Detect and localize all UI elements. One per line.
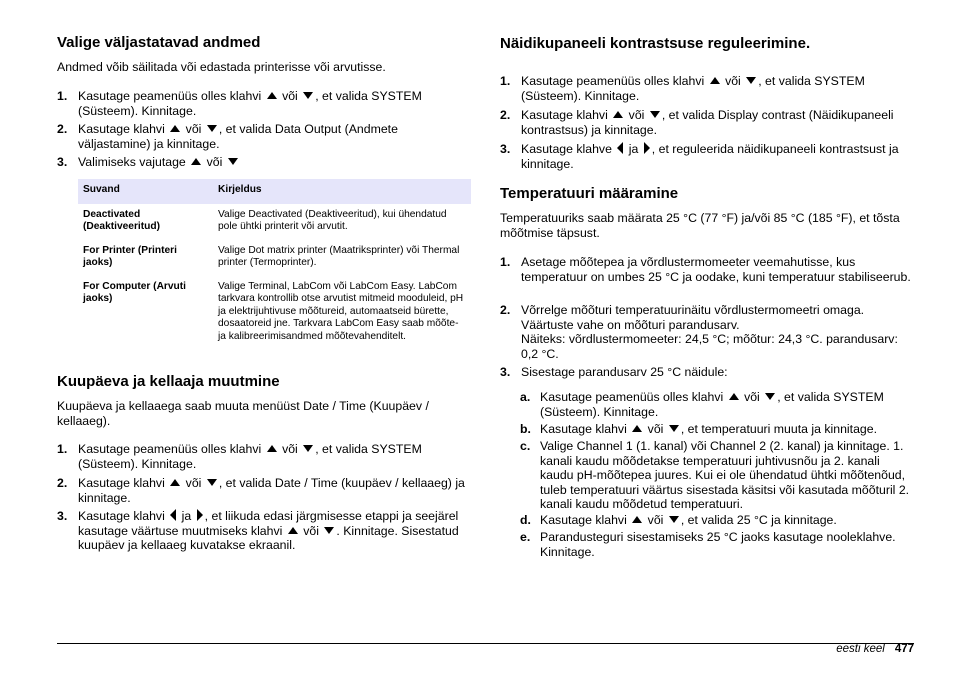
section-title-output: Valige väljastatavad andmed [57, 34, 261, 51]
step-text: , et valida SYSTEM (Süsteem). Kinnitage. [521, 74, 865, 103]
step-text: , et valida SYSTEM (Süsteem). Kinnitage. [78, 442, 422, 471]
arrow-down-icon [746, 77, 756, 84]
table-cell-key: For Printer (Printeri jaoks) [83, 244, 177, 268]
step-number: 3. [500, 142, 511, 156]
substep-letter: b. [520, 422, 531, 436]
step-text: Kasutage klahvi [540, 513, 627, 527]
step-text: Valige Channel 1 (1. kanal) või Channel 2 (2. kanal) ja kinnitage. 1. kanali kaudu mõõdetakse temperatuuri juhtivusnõu ja 2. kanali kaudu pH-mõõtepea juures. Kui ei ole ühendatud ühtki mõõtenõud, tuleb temperatuuri väärtus sisestada käsitsi või kasutada mõõturil 2. kanali kaudu mõõdetud temperatuuri. [540, 439, 910, 512]
step-text: , et valida Date / Time (kuupäev / kellaaeg) ja kinnitage. [78, 476, 465, 505]
substep-letter: e. [520, 530, 531, 544]
step-number: 3. [57, 155, 68, 169]
step-text: või [647, 422, 664, 436]
substep-letter: c. [520, 439, 531, 453]
step-text: või [185, 122, 202, 136]
section-title-temperature: Temperatuuri määramine [500, 185, 679, 202]
table-header: Kirjeldus [213, 179, 471, 204]
arrow-up-icon [288, 527, 298, 534]
step-text: , et valida SYSTEM (Süsteem). Kinnitage. [540, 390, 884, 419]
arrow-right-icon [644, 142, 650, 154]
step-number: 2. [500, 303, 511, 317]
arrow-down-icon [669, 425, 679, 432]
section-intro: Temperatuuriks saab määrata 25 °C (77 °F) ja/või 85 °C (185 °F), et tõsta mõõtmise täpsust. [500, 211, 900, 240]
table-cell-key: Deactivated (Deaktiveeritud) [83, 208, 160, 232]
step-number: 1. [57, 442, 68, 456]
table-cell-value: Valige Terminal, LabCom või LabCom Easy. LabCom tarkvara kontrollib otse arvutist mitmeid mooduleid, pH ja elektrijuhtivuse mõõtureid, automaatseid bürette, dosaatoreid jne. Tarkvara LabCom Easy saab mõõte- ja kalibreerimisandmed mõõtevahenditelt. [218, 280, 464, 342]
table-header: Suvand [78, 179, 213, 204]
step-text: või [647, 513, 664, 527]
step-text: , et temperatuuri muuta ja kinnitage. [680, 422, 878, 436]
step-text: Valimiseks vajutage [78, 155, 186, 169]
page-footer [836, 643, 914, 655]
step-text: või [744, 390, 760, 404]
step-text: , et valida Display contrast (Näidikupaneeli kontrastsus) ja kinnitage. [521, 108, 894, 137]
step-text: , et valida 25 °C ja kinnitage. [680, 513, 837, 527]
step-text: või [282, 89, 298, 103]
step-text: ja [628, 142, 639, 156]
right-column [500, 0, 914, 600]
arrow-left-icon [617, 142, 623, 154]
step-number: 3. [57, 509, 68, 523]
table-cell-value: Valige Dot matrix printer (Maatriksprinter) või Thermal printer (Termoprinter). [218, 244, 460, 268]
step-text: Kasutage klahve [521, 142, 612, 156]
arrow-down-icon [303, 445, 313, 452]
substep-letter: d. [520, 513, 531, 527]
step-text: Sisestage parandusarv 25 °C näidule: [521, 365, 728, 379]
step-text: Parandusteguri sisestamiseks 25 °C jaoks kasutage nooleklahve. Kinnitage. [540, 530, 896, 559]
arrow-right-icon [197, 509, 203, 521]
page-number: 477 [894, 643, 914, 655]
step-number: 1. [500, 74, 511, 88]
step-text: . Kinnitage. Sisestatud kuupäev ja kellaaeg kuvatakse ekraanil. [78, 523, 459, 553]
step-text-example: Näiteks: võrdlustermomeeter: 24,5 °C; mõõtur: 24,3 °C. parandusarv: 0,2 °C. [521, 332, 898, 361]
step-number: 2. [500, 108, 511, 122]
step-text: või [185, 476, 202, 490]
arrow-down-icon [207, 479, 217, 486]
step-text: Kasutage klahvi [78, 509, 165, 523]
section-title-datetime: Kuupäeva ja kellaaja muutmine [57, 373, 280, 390]
arrow-up-icon [267, 445, 277, 452]
footer-language: eesti keel [836, 643, 885, 655]
table-cell-value: Valige Deactivated (Deaktiveeritud), kui ühendatud pole ühtki printerit või arvutit. [218, 208, 447, 232]
step-text: Kasutage peamenüüs olles klahvi [78, 89, 262, 103]
step-text: Asetage mõõtepea ja võrdlustermomeeter veemahutisse, kus temperatuur on umbes 25 °C ja oodake, kuni temperatuur stabiliseerub. [521, 255, 911, 284]
step-text: Võrrelge mõõturi temperatuurinäitu võrdlustermomeetri omaga. Väärtuste vahe on mõõturi parandusarv. [521, 303, 865, 332]
step-text: , et reguleerida näidikupaneeli kontrastsust ja kinnitage. [521, 142, 899, 171]
step-text: Kasutage klahvi [521, 108, 608, 122]
step-number: 3. [500, 365, 511, 379]
step-text: või [206, 155, 223, 169]
arrow-down-icon [650, 111, 660, 118]
arrow-down-icon [324, 527, 334, 534]
step-text: või [628, 108, 645, 122]
step-text: , et valida Data Output (Andmete väljastamine) ja kinnitage. [78, 122, 398, 151]
section-intro: Andmed võib säilitada või edastada printerisse või arvutisse. [57, 60, 386, 74]
step-number: 2. [57, 476, 68, 490]
step-number: 2. [57, 122, 68, 136]
step-text: või [725, 74, 741, 88]
step-text: Kasutage peamenüüs olles klahvi [78, 442, 262, 456]
step-text: Kasutage klahvi [540, 422, 627, 436]
arrow-up-icon [710, 77, 720, 84]
table-cell-key: For Computer (Arvuti jaoks) [83, 280, 187, 304]
step-number: 1. [57, 89, 68, 103]
step-text: Kasutage klahvi [78, 476, 165, 490]
arrow-down-icon [669, 516, 679, 523]
arrow-up-icon [729, 393, 739, 400]
step-number: 1. [500, 255, 511, 269]
step-text: , et liikuda edasi järgmisesse etappi ja seejärel kasutage väärtuse muutmiseks klahvi [78, 509, 459, 538]
step-text: Kasutage peamenüüs olles klahvi [540, 390, 724, 404]
left-column-lower [57, 0, 471, 600]
arrow-left-icon [170, 509, 176, 521]
substep-letter: a. [520, 390, 531, 404]
section-title-contrast: Näidikupaneeli kontrastsuse reguleerimine. [500, 35, 811, 52]
step-text: või [282, 442, 298, 456]
step-text: , et valida SYSTEM (Süsteem). Kinnitage. [78, 89, 422, 118]
section-intro: Kuupäeva ja kellaaega saab muuta menüüst Date / Time (Kuupäev / kellaaeg). [57, 399, 429, 428]
step-text: või [303, 523, 319, 538]
arrow-up-icon [632, 516, 642, 523]
arrow-down-icon [765, 393, 775, 400]
step-text: Kasutage klahvi [78, 122, 165, 136]
arrow-up-icon [170, 479, 180, 486]
step-text: ja [181, 509, 192, 523]
footer-divider [57, 643, 914, 644]
arrow-up-icon [632, 425, 642, 432]
arrow-up-icon [613, 111, 623, 118]
step-text: Kasutage peamenüüs olles klahvi [521, 74, 705, 88]
